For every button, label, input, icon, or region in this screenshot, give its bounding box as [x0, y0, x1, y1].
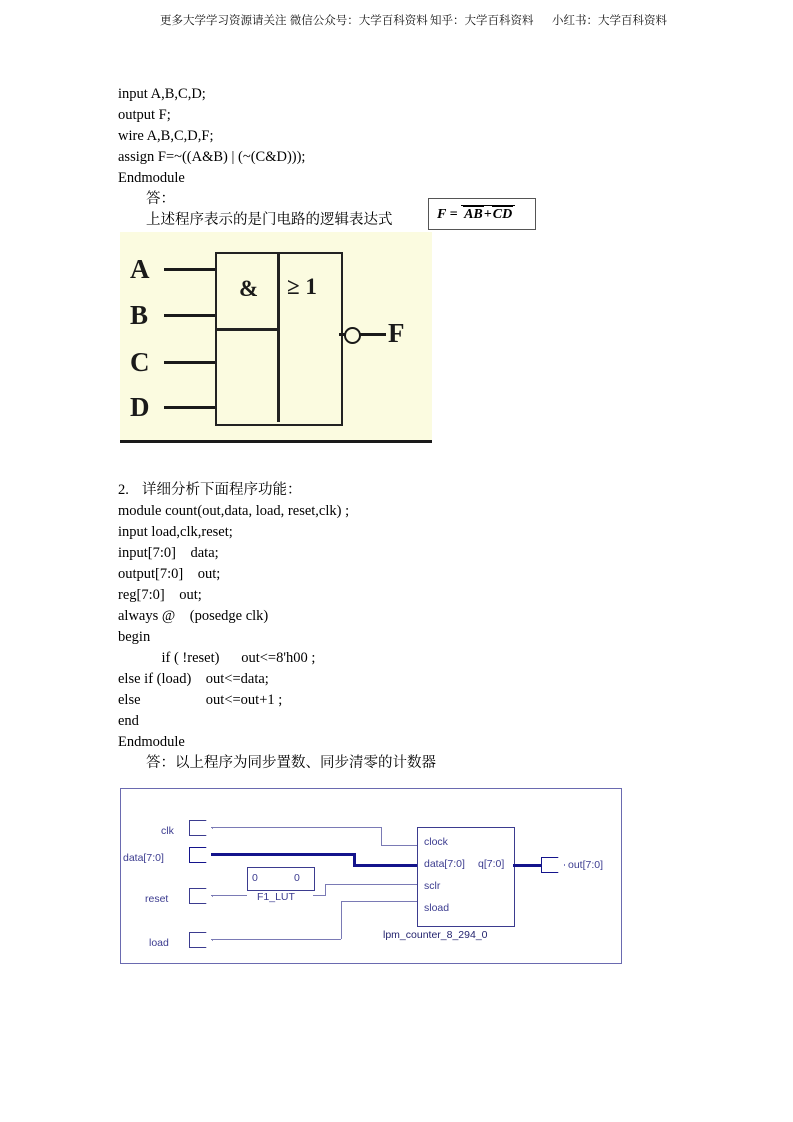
- section-2-heading: [118, 480, 738, 501]
- wire-load-v: [341, 901, 342, 939]
- page-header: [0, 12, 793, 30]
- wire-lut-up: [325, 884, 326, 896]
- input-pin-load: [189, 932, 213, 948]
- input-wire-c: [164, 361, 215, 364]
- gate-box: [215, 252, 343, 426]
- code-line: Endmodule: [118, 170, 185, 186]
- wire-lut-out: [313, 895, 325, 896]
- input-label-c: C: [130, 347, 150, 377]
- gate-divider: [277, 252, 280, 422]
- formula-term1: AB: [464, 207, 483, 222]
- gate-inner-bar: [217, 328, 277, 331]
- wire-clk-h: [211, 827, 381, 828]
- code-line: begin: [118, 629, 151, 645]
- wire-load-h: [211, 939, 341, 940]
- input-wire-a: [164, 268, 215, 271]
- section-2: [118, 480, 738, 774]
- bus-data-h: [211, 853, 356, 856]
- code-line: output[7:0] out;: [118, 566, 221, 582]
- header-right-text: 小红书：大学百科资料: [552, 15, 667, 27]
- code-block-1: [118, 84, 718, 231]
- section-2-title: 详细分析下面程序功能：: [142, 482, 302, 498]
- code-line: input load,clk,reset;: [118, 524, 233, 540]
- bus-out: [513, 864, 543, 867]
- formula-f: F: [437, 207, 447, 222]
- counter-port-data: data[7:0]: [424, 858, 465, 870]
- code-line: output F;: [118, 107, 171, 123]
- counter-port-sclr: sclr: [424, 880, 441, 892]
- code-line: input[7:0] data;: [118, 545, 219, 561]
- gate-circuit-figure: [120, 232, 432, 443]
- counter-port-sload: sload: [424, 902, 450, 914]
- pin-label-reset: reset: [145, 893, 169, 905]
- code-line: wire A,B,C,D,F;: [118, 128, 214, 144]
- and-symbol: &: [239, 276, 259, 301]
- code-line: assign F=~((A&B) | (~(C&D)));: [118, 149, 306, 165]
- answer-text-2: 答：以上程序为同步置数、同步清零的计数器: [146, 755, 436, 771]
- code-line: else if (load) out<=data;: [118, 671, 269, 687]
- pin-label-data: data[7:0]: [123, 852, 164, 864]
- counter-port-clock: clock: [424, 836, 448, 848]
- lut-label: F1_LUT: [257, 891, 295, 903]
- formula-plus: +: [483, 207, 492, 222]
- wire-clk-v: [381, 827, 382, 845]
- formula-box: [428, 198, 536, 230]
- formula-eq: =: [449, 207, 458, 222]
- input-wire-b: [164, 314, 215, 317]
- code-line: input A,B,C,D;: [118, 86, 206, 102]
- output-pin-out: [541, 857, 565, 873]
- counter-schematic-figure: [120, 788, 622, 964]
- bubble-left-wire: [339, 333, 345, 336]
- wire-load-to-sload: [341, 901, 419, 902]
- bus-data-to-block: [353, 864, 419, 867]
- formula-content: [437, 205, 515, 223]
- code-line: end: [118, 713, 139, 729]
- output-wire: [360, 333, 386, 336]
- input-label-b: B: [130, 300, 149, 330]
- input-label-d: D: [130, 392, 150, 422]
- lut-cell-1: 0: [294, 872, 300, 884]
- counter-port-q: q[7:0]: [478, 858, 505, 870]
- wire-clk-to-block: [381, 845, 419, 846]
- header-middle-text: 知乎：大学百科资料: [430, 15, 534, 27]
- counter-instance-name: lpm_counter_8_294_0: [383, 929, 488, 941]
- pin-label-load: load: [149, 937, 169, 949]
- inverter-bubble: [344, 327, 361, 344]
- code-line: reg[7:0] out;: [118, 587, 202, 603]
- code-line: Endmodule: [118, 734, 185, 750]
- wire-reset-to-lut: [211, 895, 247, 896]
- lut-cell-0: 0: [252, 872, 258, 884]
- wire-lut-to-sclr: [325, 884, 419, 885]
- counter-block: [417, 827, 515, 927]
- input-pin-clk: [189, 820, 213, 836]
- output-label-f: F: [388, 318, 405, 348]
- code-line: always @ (posedge clk): [118, 608, 269, 624]
- code-line: if ( !reset) out<=8'h00 ;: [118, 650, 316, 666]
- formula-overline-group: [461, 205, 515, 223]
- formula-term2: CD: [492, 207, 513, 222]
- lut-block: [247, 867, 315, 891]
- input-pin-reset: [189, 888, 213, 904]
- answer-text-1: 上述程序表示的是门电路的逻辑表达式: [146, 212, 393, 228]
- or-symbol: ≥ 1: [287, 274, 317, 299]
- pin-label-clk: clk: [161, 825, 174, 837]
- code-line: module count(out,data, load, reset,clk) ;: [118, 503, 350, 519]
- pin-label-out: out[7:0]: [568, 859, 604, 871]
- input-label-a: A: [130, 254, 150, 284]
- answer-label-1: 答：: [146, 191, 175, 207]
- code-line: else out<=out+1 ;: [118, 692, 283, 708]
- header-left-text: 更多大学学习资源请关注 微信公众号：大学百科资料: [160, 15, 428, 27]
- input-pin-data: [189, 847, 213, 863]
- section-2-number: 2.: [118, 482, 129, 498]
- input-wire-d: [164, 406, 215, 409]
